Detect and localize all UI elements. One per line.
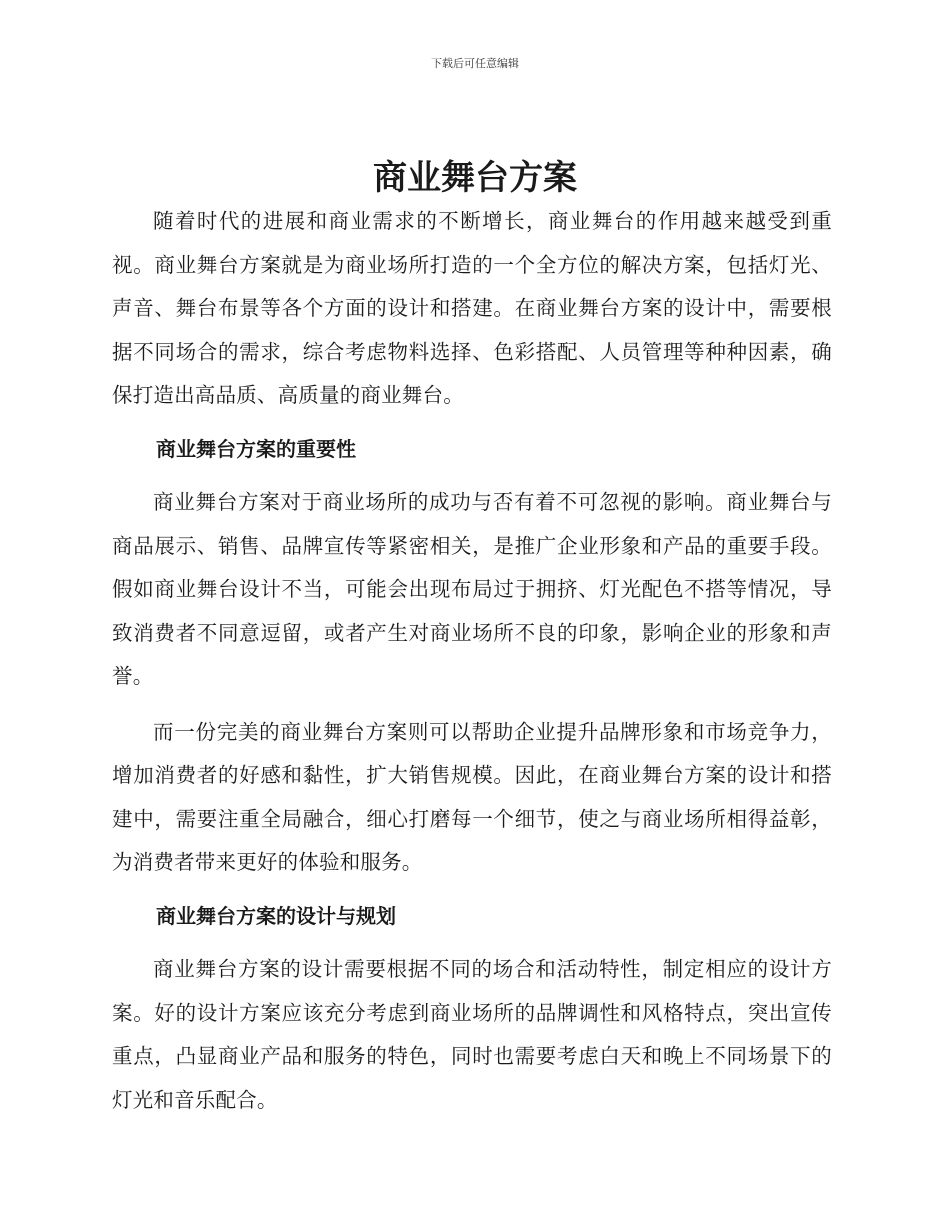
intro-paragraph: 随着时代的进展和商业需求的不断增长，商业舞台的作用越来越受到重视。商业舞台方案就是为商业场所打造的一个全方位的解决方案，包括灯光、声音、舞台布景等各个方面的设计和搭建。在商业舞台方案的设计中，需要根据不同场合的需求，综合考虑物料选择、色彩搭配、人员管理等种种因素，确保打造出高品质、高质量的商业舞台。 [112, 209, 832, 407]
body-paragraph: 商业舞台方案的设计需要根据不同的场合和活动特性，制定相应的设计方案。好的设计方案应该充分考虑到商业场所的品牌调性和风格特点，突出宣传重点，凸显商业产品和服务的特色，同时也需要考虑白天和晚上不同场景下的灯光和音乐配合。 [112, 957, 832, 1112]
body-paragraph: 而一份完美的商业舞台方案则可以帮助企业提升品牌形象和市场竞争力，增加消费者的好感和黏性，扩大销售规模。因此，在商业舞台方案的设计和搭建中，需要注重全局融合，细心打磨每一个细节，使之与商业场所相得益彰，为消费者带来更好的体验和服务。 [112, 719, 832, 874]
document-title: 商业舞台方案 [373, 158, 577, 198]
section-heading-importance: 商业舞台方案的重要性 [156, 436, 356, 461]
document-body [112, 200, 832, 1122]
body-paragraph: 商业舞台方案对于商业场所的成功与否有着不可忽视的影响。商业舞台与商品展示、销售、品牌宣传等紧密相关，是推广企业形象和产品的重要手段。假如商业舞台设计不当，可能会出现布局过于拥挤、灯光配色不搭等情况，导致消费者不同意逗留，或者产生对商业场所不良的印象，影响企业的形象和声誉。 [112, 490, 832, 688]
section-heading-design: 商业舞台方案的设计与规划 [156, 903, 396, 928]
header-note: 下载后可任意编辑 [431, 57, 519, 70]
